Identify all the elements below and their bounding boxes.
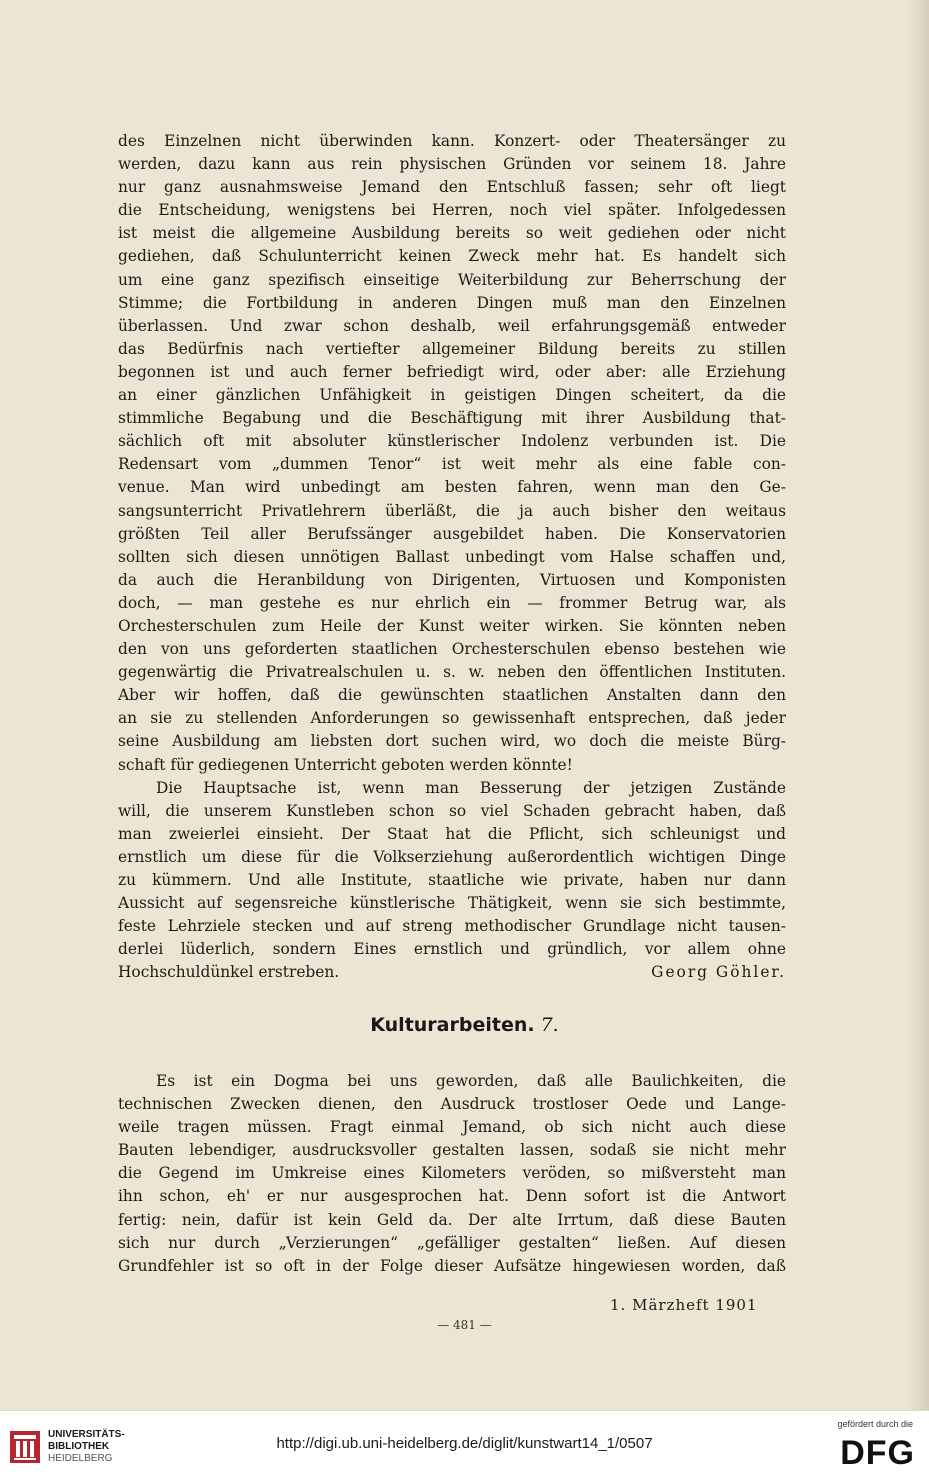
text-line: die Gegend im Umkreise eines Kilometers veröden, so mißversteht man: [118, 1164, 786, 1183]
text-line: weile tragen müssen. Fragt einmal Jemand, ob sich nicht auch diese: [118, 1118, 786, 1137]
library-line: BIBLIOTHEK: [48, 1441, 110, 1452]
text-line: größten Teil aller Berufssänger ausgebildet haben. Die Konservatorien: [118, 524, 786, 543]
closing-row: [118, 961, 786, 984]
text-line: Aber wir hoffen, daß die gewünschten staatlichen Anstalten dann den: [118, 686, 786, 705]
text-line: seine Ausbildung am liebsten dort suchen wird, wo doch die meiste Bürg-: [118, 732, 786, 751]
dfg-logo: DFG: [840, 1434, 915, 1472]
text-line: venue. Man wird unbedingt am besten fahren, wenn man den Ge-: [118, 478, 786, 497]
article-text-top: [118, 130, 786, 984]
text-line: nur ganz ausnahmsweise Jemand den Entschluß fassen; sehr oft liegt: [118, 178, 786, 197]
text-line: Orchesterschulen zum Heile der Kunst weiter wirken. Sie könnten neben: [118, 616, 786, 635]
text-line: sollten sich diesen unnötigen Ballast unbedingt vom Halse schaffen und,: [118, 547, 786, 566]
text-line: derlei lüderlich, sondern Eines ernstlich und gründlich, vor allem ohne: [118, 940, 786, 959]
text-line: zu kümmern. Und alle Institute, staatliche wie private, haben nur dann: [118, 871, 786, 889]
text-line: Grundfehler ist so oft in der Folge dieser Aufsätze hingewiesen worden, daß: [118, 1256, 786, 1275]
text-line: Aussicht auf segensreiche künstlerische Thätigkeit, wenn sie sich bestimmte,: [118, 894, 786, 913]
library-line: HEIDELBERG: [48, 1453, 113, 1464]
text-line: ihn schon, eh' er nur ausgesprochen hat. Denn sofort ist die Antwort: [118, 1187, 786, 1206]
text-line: Hochschuldünkel erstreben.: [118, 963, 340, 982]
text-line: an sie zu stellenden Anforderungen so gewissenhaft entsprechen, daß jeder: [118, 709, 786, 728]
text-line: man zweierlei einsieht. Der Staat hat die Pflicht, sich schleunigst und: [118, 824, 786, 843]
heading-number: 7.: [540, 1014, 559, 1036]
text-line: des Einzelnen nicht überwinden kann. Konzert- oder Theatersänger zu: [118, 132, 786, 150]
page-number: — 481 —: [437, 1318, 492, 1332]
text-line: sächlich oft mit absoluter künstlerischer Indolenz verbunden ist. Die: [118, 432, 786, 451]
text-line: da auch die Heranbildung von Dirigenten, Virtuosen und Komponisten: [118, 570, 786, 589]
library-line: UNIVERSITÄTS-: [48, 1429, 125, 1440]
text-line: Bauten lebendiger, ausdrucksvoller gestalten lassen, sodaß sie nicht mehr: [118, 1141, 786, 1160]
text-line: doch, — man gestehe es nur ehrlich ein — frommer Betrug war, als: [118, 593, 786, 612]
issue-label: 1. Märzheft 1901: [610, 1296, 758, 1314]
text-line: werden, dazu kann aus rein physischen Gründen vor seinem 18. Jahre: [118, 155, 786, 174]
viewer-footer: [0, 1410, 929, 1480]
text-line: Stimme; die Fortbildung in anderen Dingen muß man den Einzelnen: [118, 293, 786, 312]
text-line: Es ist ein Dogma bei uns geworden, daß alle Baulichkeiten, die: [156, 1072, 786, 1090]
text-line: das Bedürfnis nach vertiefter allgemeiner Bildung bereits zu stillen: [118, 339, 786, 358]
text-line: ist meist die allgemeine Ausbildung bereits so weit gediehen oder nicht: [118, 224, 786, 243]
permalink-url[interactable]: http://digi.ub.uni-heidelberg.de/diglit/kunstwart14_1/0507: [276, 1435, 653, 1452]
text-line: Die Hauptsache ist, wenn man Besserung der jetzigen Zustände: [156, 778, 786, 797]
text-line: sangsunterricht Privatlehrern überläßt, die ja auch bisher den weitaus: [118, 501, 786, 520]
author-signature: Georg Göhler.: [651, 963, 786, 982]
text-line: technischen Zwecken dienen, den Ausdruck trostloser Oede und Lange-: [118, 1095, 786, 1114]
text-line: schaft für gediegenen Unterricht geboten werden könnte!: [118, 755, 573, 774]
text-line: den von uns geforderten staatlichen Orchesterschulen ebenso bestehen wie: [118, 640, 786, 659]
text-line: begonnen ist und auch ferner befriedigt wird, oder aber: alle Erziehung: [118, 362, 786, 381]
text-line: sich nur durch „Verzierungen“ „gefälliger gestalten“ ließen. Auf diesen: [118, 1233, 786, 1252]
text-line: fertig: nein, dafür ist kein Geld da. Der alte Irrtum, daß diese Bauten: [118, 1210, 786, 1229]
text-line: um eine ganz spezifisch einseitige Weiterbildung zur Beherrschung der: [118, 270, 786, 289]
page-edge-shadow: [907, 0, 929, 1410]
text-line: feste Lehrziele stecken und auf streng methodischer Grundlage nicht tausen-: [118, 917, 786, 936]
text-line: gediehen, daß Schulunterricht keinen Zweck mehr hat. Es handelt sich: [118, 247, 786, 266]
text-line: Redensart vom „dummen Tenor“ ist weit mehr als eine fable con-: [118, 455, 786, 474]
text-line: will, die unserem Kunstleben schon so viel Schaden gebracht haben, daß: [118, 801, 786, 820]
text-line: gegenwärtig die Privatrealschulen u. s. w. neben den öffentlichen Instituten.: [118, 663, 786, 682]
funding-label: gefördert durch die: [837, 1419, 913, 1429]
text-line: an einer gänzlichen Unfähigkeit in geistigen Dingen scheitert, da die: [118, 386, 786, 405]
article-text-bottom: [118, 1070, 786, 1278]
section-heading: [0, 1014, 929, 1036]
text-line: ernstlich um diese für die Volkserziehung außerordentlich wichtigen Dinge: [118, 847, 786, 866]
text-line: überlassen. Und zwar schon deshalb, weil erfahrungsgemäß entweder: [118, 316, 786, 335]
heading-title: Kulturarbeiten.: [370, 1014, 535, 1036]
text-line: die Entscheidung, wenigstens bei Herren, noch viel später. Infolgedessen: [118, 201, 786, 220]
text-line: stimmliche Begabung und die Beschäftigung mit ihrer Ausbildung that-: [118, 409, 786, 428]
